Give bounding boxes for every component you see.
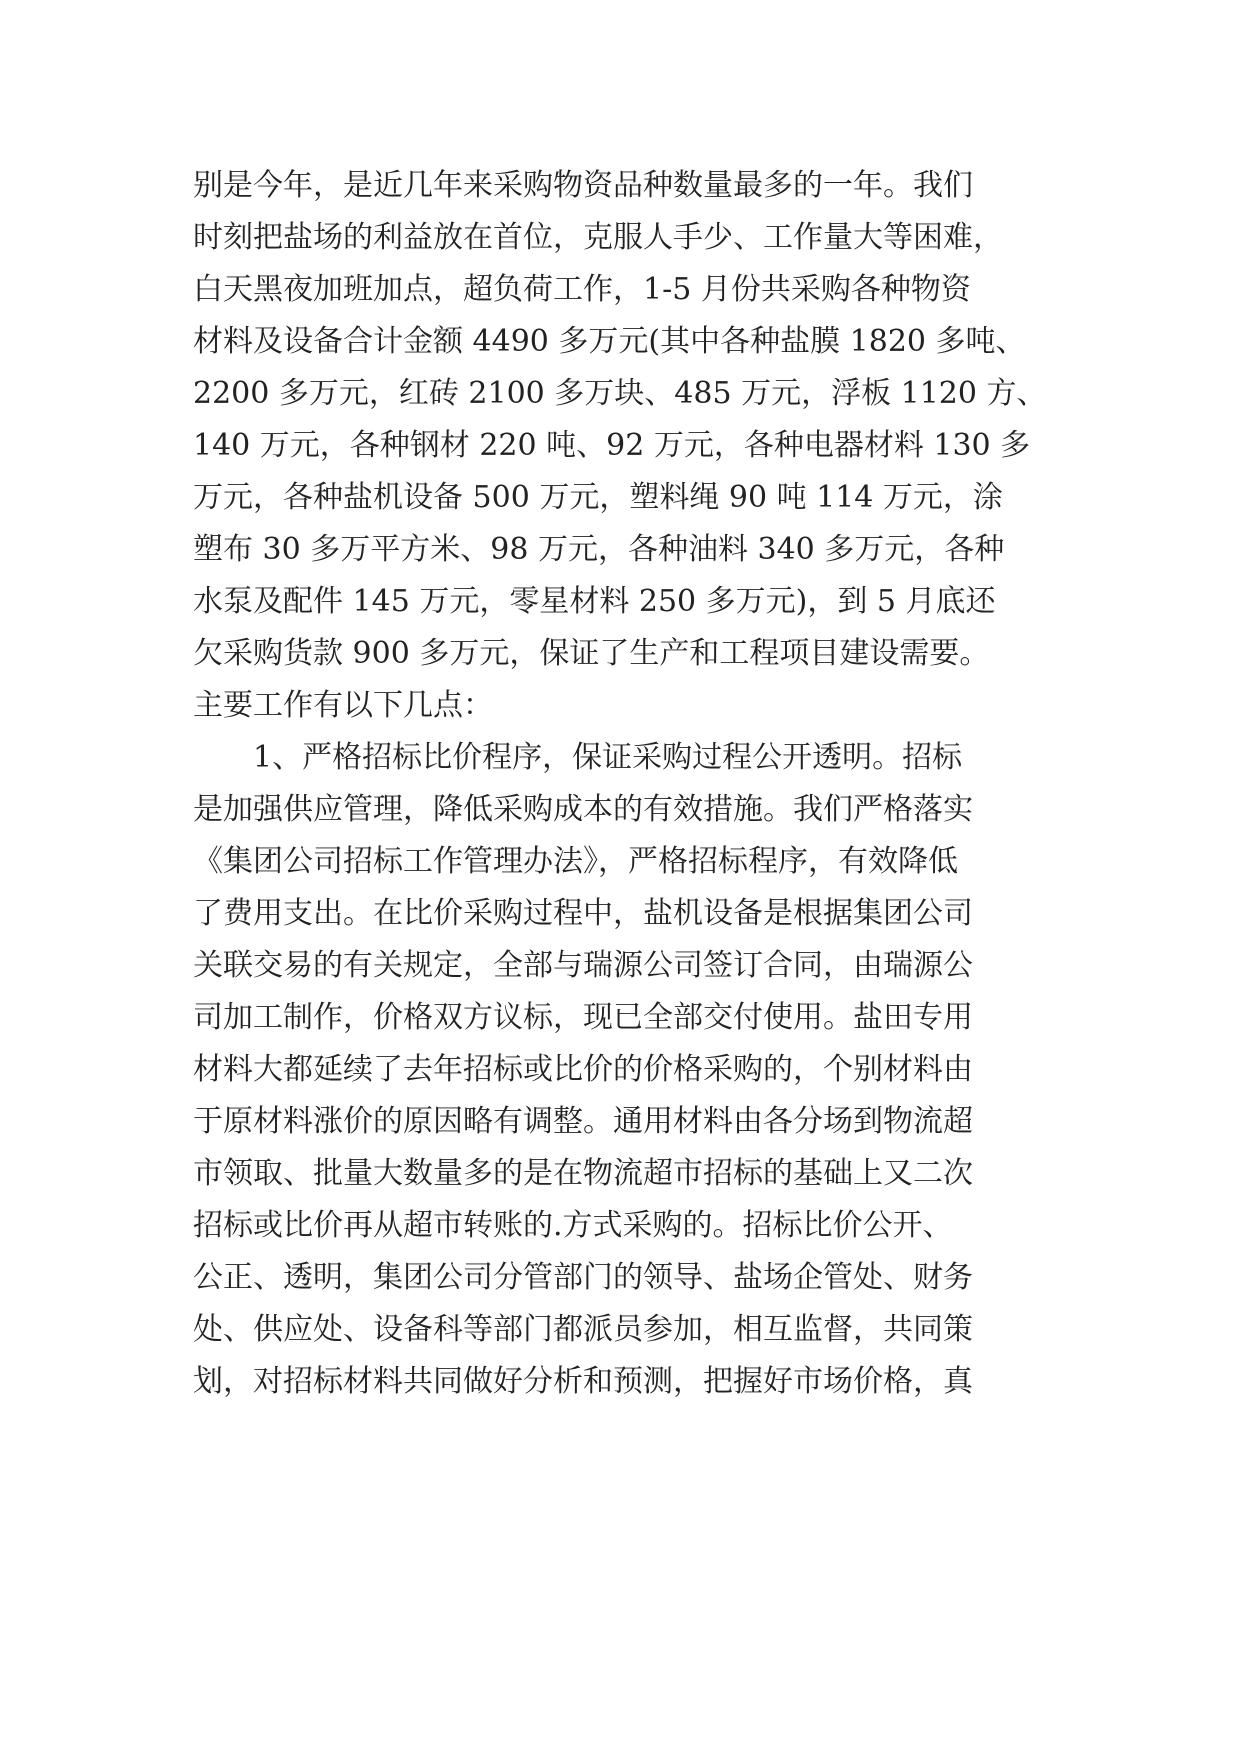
text-line: 时刻把盐场的利益放在首位，克服人手少、工作量大等困难， (193, 220, 1003, 255)
text-line: 材料及设备合计金额 4490 多万元(其中各种盐膜 1820 多吨、 (193, 324, 1026, 359)
text-line: 2200 多万元，红砖 2100 多万块、485 万元，浮板 1120 方、 (193, 376, 1047, 411)
body-text (193, 160, 1073, 1408)
text-line: 别是今年，是近几年来采购物资品种数量最多的一年。我们 (193, 168, 973, 203)
text-line: 划，对招标材料共同做好分析和预测，把握好市场价格，真 (193, 1364, 973, 1399)
text-line: 《集团公司招标工作管理办法》，严格招标程序，有效降低 (193, 844, 958, 879)
text-line: 公正、透明，集团公司分管部门的领导、盐场企管处、财务 (193, 1260, 973, 1295)
text-line: 了费用支出。在比价采购过程中，盐机设备是根据集团公司 (193, 896, 973, 931)
text-line: 水泵及配件 145 万元，零星材料 250 多万元)，到 5 月底还 (193, 584, 996, 619)
text-line: 于原材料涨价的原因略有调整。通用材料由各分场到物流超 (193, 1104, 973, 1139)
paragraph-first-line: 1、严格招标比价程序，保证采购过程公开透明。招标 (253, 740, 963, 775)
text-line: 欠采购货款 900 多万元，保证了生产和工程项目建设需要。 (193, 636, 990, 671)
text-line: 关联交易的有关规定，全部与瑞源公司签订合同，由瑞源公 (193, 948, 973, 983)
text-line: 万元，各种盐机设备 500 万元，塑料绳 90 吨 114 万元，涂 (193, 480, 1003, 515)
text-line: 主要工作有以下几点： (193, 688, 493, 723)
text-line: 是加强供应管理，降低采购成本的有效措施。我们严格落实 (193, 792, 973, 827)
text-line: 处、供应处、设备科等部门都派员参加，相互监督，共同策 (193, 1312, 973, 1347)
text-line: 塑布 30 多万平方米、98 万元，各种油料 340 多万元，各种 (193, 532, 1005, 567)
text-line: 市领取、批量大数量多的是在物流超市招标的基础上又二次 (193, 1156, 973, 1191)
text-line: 司加工制作，价格双方议标，现已全部交付使用。盐田专用 (193, 1000, 973, 1035)
text-line: 140 万元，各种钢材 220 吨、92 万元，各种电器材料 130 多 (193, 428, 1031, 463)
text-line: 材料大都延续了去年招标或比价的价格采购的，个别材料由 (193, 1052, 973, 1087)
text-line: 白天黑夜加班加点，超负荷工作，1-5 月份共采购各种物资 (193, 272, 971, 307)
text-line: 招标或比价再从超市转账的.方式采购的。招标比价公开、 (193, 1208, 953, 1243)
